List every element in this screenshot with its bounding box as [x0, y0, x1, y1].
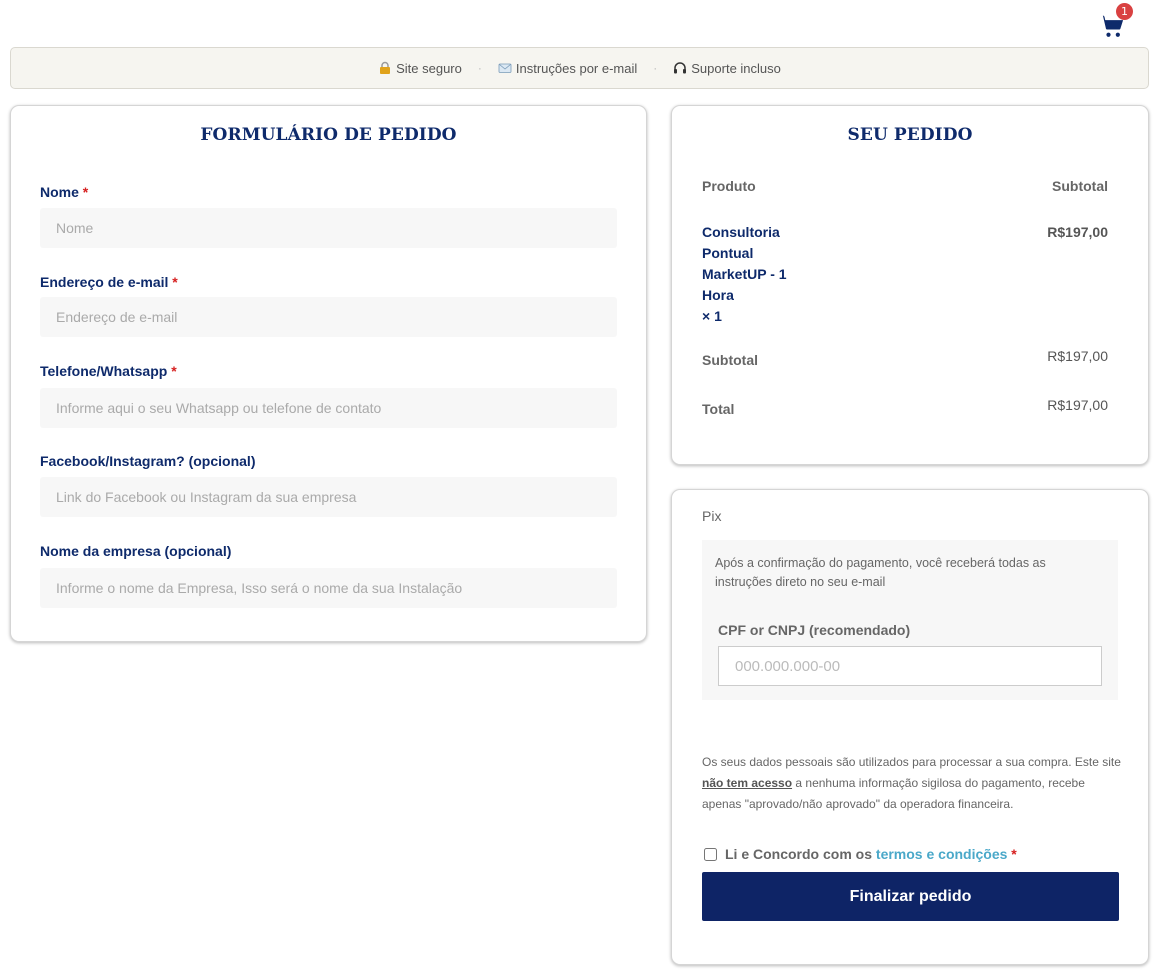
payment-method-pix[interactable]: Pix: [702, 508, 722, 524]
order-summary-card: [671, 105, 1149, 465]
order-summary-title: SEU PEDIDO: [847, 125, 973, 145]
product-price: R$197,00: [1047, 224, 1108, 240]
email-field[interactable]: [40, 297, 617, 337]
cpf-field[interactable]: [718, 646, 1102, 686]
cpf-label: CPF or CNPJ (recomendado): [718, 622, 911, 638]
cart-button[interactable]: [1098, 5, 1128, 38]
order-form-card: [10, 105, 647, 642]
product-name: Consultoria Pontual MarketUP - 1 Hora × 1: [702, 222, 812, 327]
pix-details-box: [702, 540, 1118, 700]
phone-field[interactable]: [40, 388, 617, 428]
trust-item-support: Suporte incluso: [673, 61, 781, 76]
subtotal-column-header: Subtotal: [1052, 178, 1108, 194]
phone-label: Telefone/Whatsapp *: [40, 363, 177, 379]
trust-bar: Site seguro · Instruções por e-mail · Suporte incluso: [10, 47, 1149, 89]
trust-item-email: Instruções por e-mail: [498, 61, 637, 76]
terms-agreement[interactable]: Li e Concordo com os termos e condições *: [704, 846, 1017, 862]
privacy-emphasis: não tem acesso: [702, 776, 793, 790]
product-quantity: × 1: [702, 308, 722, 324]
product-column-header: Produto: [702, 178, 756, 194]
order-form-title: FORMULÁRIO DE PEDIDO: [200, 125, 457, 145]
subtotal-label: Subtotal: [702, 352, 758, 368]
company-field[interactable]: [40, 568, 617, 608]
cart-count-badge: 1: [1116, 3, 1133, 20]
place-order-button[interactable]: Finalizar pedido: [702, 872, 1119, 921]
social-label: Facebook/Instagram? (opcional): [40, 453, 256, 469]
subtotal-value: R$197,00: [1047, 348, 1108, 364]
payment-card: [671, 489, 1149, 965]
pix-description: Após a confirmação do pagamento, você receberá todas as instruções direto no seu e-mail: [715, 556, 1046, 589]
terms-link[interactable]: termos e condições: [875, 846, 1008, 862]
total-label: Total: [702, 401, 735, 417]
name-field[interactable]: [40, 208, 617, 248]
trust-item-secure: Site seguro: [378, 61, 462, 76]
lock-icon: [378, 61, 392, 75]
privacy-notice: Os seus dados pessoais são utilizados para processar a sua compra. Este site não tem acesso a nenhuma informação sigilosa do pagamento, recebe apenas "aprovado/não aprovado" da operadora financeira.: [702, 755, 1121, 811]
headphones-icon: [673, 61, 687, 75]
envelope-icon: [498, 61, 512, 75]
email-label: Endereço de e-mail *: [40, 274, 178, 290]
social-field[interactable]: [40, 477, 617, 517]
total-value: R$197,00: [1047, 397, 1108, 413]
company-label: Nome da empresa (opcional): [40, 543, 232, 559]
name-label: Nome *: [40, 184, 89, 200]
terms-checkbox[interactable]: [704, 848, 717, 861]
